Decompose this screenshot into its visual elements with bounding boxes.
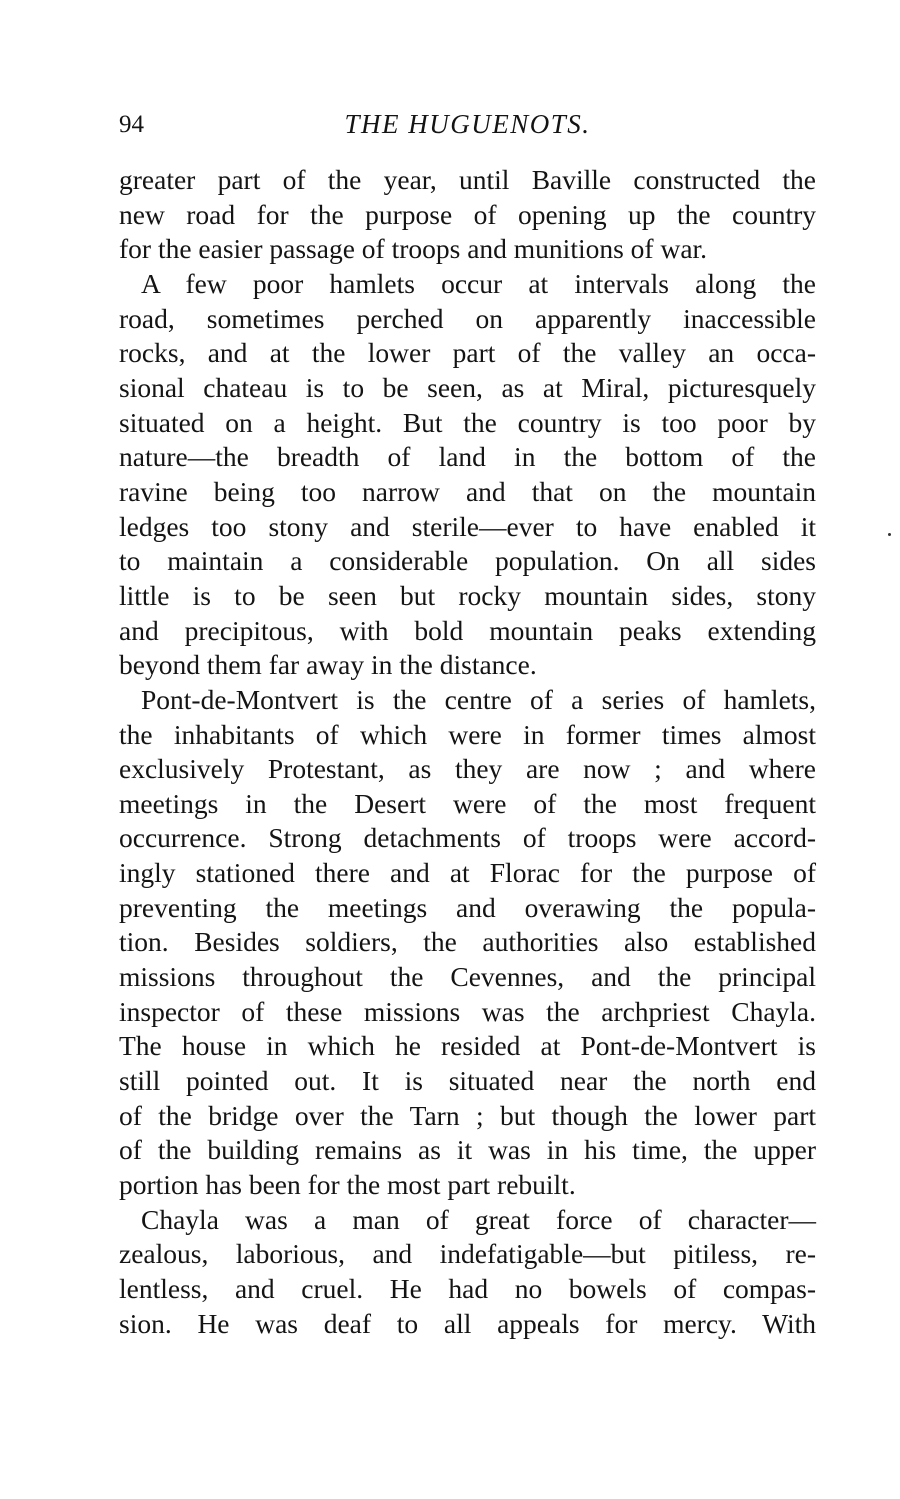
- text-line: situated on a height. But the country is too poor by: [119, 406, 816, 438]
- ink-speck: [888, 533, 891, 536]
- text-line: the inhabitants of which were in former times almost: [119, 718, 816, 750]
- text-line: zealous, laborious, and indefatigable—but pitiless, re-: [119, 1238, 816, 1270]
- text-line: to maintain a considerable population. On all sides: [119, 545, 816, 577]
- text-line: preventing the meetings and overawing the popula-: [119, 891, 816, 923]
- text-line: lentless, and cruel. He had no bowels of compas-: [119, 1273, 816, 1304]
- text-line: beyond them far away in the distance.: [119, 649, 537, 681]
- text-line: little is to be seen but rocky mountain sides, stony: [119, 579, 816, 611]
- text-line: ingly stationed there and at Florac for the purpose of: [119, 857, 816, 889]
- text-line: road, sometimes perched on apparently inaccessible: [119, 302, 816, 334]
- text-line: The house in which he resided at Pont-de-Montvert is: [119, 1030, 816, 1062]
- text-line: A few poor hamlets occur at intervals along the: [141, 267, 816, 299]
- text-line: inspector of these missions was the archpriest Chayla.: [119, 995, 816, 1027]
- text-line: exclusively Protestant, as they are now ; and where: [119, 753, 816, 785]
- page-number: 94: [119, 111, 144, 138]
- text-line: Pont-de-Montvert is the centre of a series of hamlets,: [141, 683, 816, 715]
- page-header: [119, 104, 816, 148]
- text-line: ledges too stony and sterile—ever to have enabled it: [119, 510, 816, 542]
- text-line: sion. He was deaf to all appeals for mercy. With: [119, 1307, 816, 1339]
- text-line: rocks, and at the lower part of the valley an occa-: [119, 337, 816, 369]
- text-line: portion has been for the most part rebuilt.: [119, 1169, 576, 1201]
- text-line: nature—the breadth of land in the bottom of the: [119, 441, 816, 473]
- text-line: ravine being too narrow and that on the mountain: [119, 475, 816, 507]
- text-line: and precipitous, with bold mountain peaks extending: [119, 614, 816, 646]
- text-line: of the building remains as it was in his time, the upper: [119, 1134, 816, 1166]
- text-line: tion. Besides soldiers, the authorities also established: [119, 926, 816, 958]
- text-line: greater part of the year, until Baville constructed the: [119, 164, 816, 195]
- text-line: missions throughout the Cevennes, and the principal: [119, 961, 816, 993]
- body-text: [119, 163, 816, 1341]
- text-line: of the bridge over the Tarn ; but though the lower part: [119, 1099, 816, 1131]
- running-title: THE HUGUENOTS.: [344, 109, 591, 139]
- text-line: sional chateau is to be seen, as at Miral, picturesquely: [119, 371, 816, 403]
- text-line: meetings in the Desert were of the most frequent: [119, 787, 816, 819]
- text-line: for the easier passage of troops and munitions of war.: [119, 233, 708, 265]
- text-line: new road for the purpose of opening up the country: [119, 198, 816, 230]
- text-line: Chayla was a man of great force of character—: [141, 1203, 816, 1235]
- text-line: occurrence. Strong detachments of troops were accord-: [119, 822, 816, 854]
- text-line: still pointed out. It is situated near the north end: [119, 1065, 816, 1097]
